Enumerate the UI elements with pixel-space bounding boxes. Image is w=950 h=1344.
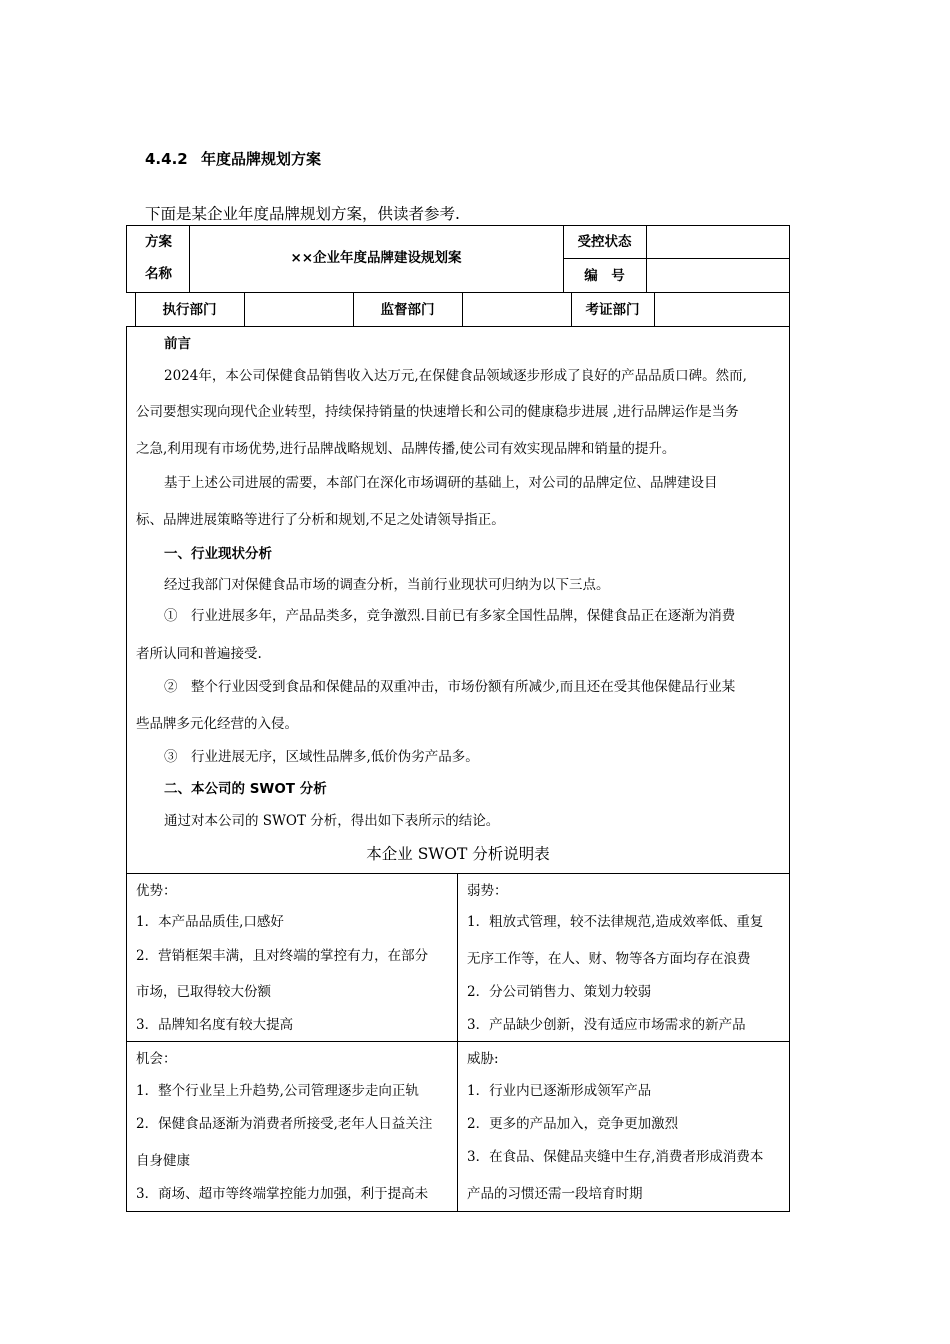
sec1-heading: 一、行业现状分析 <box>164 546 272 562</box>
preface-line: 基于上述公司进展的需要，本部门在深化市场调研的基础上，对公司的品牌定位、品牌建设目 <box>164 475 718 491</box>
supervise-dept-label: 监督部门 <box>380 302 435 318</box>
preface-line: 公司要想实现向现代企业转型，持续保持销量的快速增长和公司的健康稳步进展 ,进行品牌运作是当务 <box>136 404 739 420</box>
audit-dept-label: 考证部门 <box>585 302 640 318</box>
preface-line: 2024年，本公司保健食品销售收入达万元,在保健食品领域逐步形成了良好的产品品质口碑。然而, <box>164 368 747 384</box>
sec2-line: 通过对本公司的 SWOT 分析，得出如下表所示的结论。 <box>164 813 500 829</box>
opportunities-item: 1．整个行业呈上升趋势,公司管理逐步走向正轨 <box>136 1083 419 1099</box>
threats-item: 1．行业内已逐渐形成领军产品 <box>467 1083 652 1099</box>
strengths-title: 优势： <box>136 883 177 899</box>
sec1-line: ① 行业进展多年，产品品类多，竞争激烈.目前已有多家全国性品牌，保健食品正在逐渐为消费 <box>164 608 736 624</box>
section-title: 年度品牌规划方案 <box>201 150 322 168</box>
opportunities-item: 3．商场、超市等终端掌控能力加强，利于提高未 <box>136 1186 429 1202</box>
sec1-line: ③ 行业进展无序，区域性品牌多,低价伪劣产品多。 <box>164 749 479 765</box>
threats-item: 产品的习惯还需一段培育时期 <box>467 1186 643 1202</box>
strengths-item: 2．营销框架丰满，且对终端的掌控有力，在部分 <box>136 948 429 964</box>
preface-line: 之急,利用现有市场优势,进行品牌战略规划、品牌传播,使公司有效实现品牌和销量的提升。 <box>136 441 676 457</box>
preface-heading: 前言 <box>164 336 191 352</box>
threats-item: 3．在食品、保健品夹缝中生存,消费者形成消费本 <box>467 1149 764 1165</box>
section-number: 4.4.2 <box>145 150 188 168</box>
sec1-line: 者所认同和普遍接受. <box>136 646 262 662</box>
control-status-label: 受控状态 <box>577 234 632 250</box>
strengths-item: 市场，已取得较大份额 <box>136 984 271 1000</box>
number-label: 编 号 <box>584 268 625 284</box>
scheme-label-2: 名称 <box>145 266 172 282</box>
threats-title: 威胁: <box>467 1051 499 1067</box>
threats-item: 2．更多的产品加入，竞争更加激烈 <box>467 1116 679 1132</box>
sec1-line: ② 整个行业因受到食品和保健品的双重冲击，市场份额有所减少,而且还在受其他保健品行业某 <box>164 679 736 695</box>
scheme-name: ××企业年度品牌建设规划案 <box>290 250 462 266</box>
swot-caption: 本企业 SWOT 分析说明表 <box>366 845 550 863</box>
exec-dept-label: 执行部门 <box>162 302 217 318</box>
sec2-heading: 二、本公司的 SWOT 分析 <box>164 781 327 797</box>
intro-text: 下面是某企业年度品牌规划方案，供读者参考. <box>145 205 460 223</box>
opportunities-item: 自身健康 <box>136 1153 190 1169</box>
section-heading <box>145 148 321 169</box>
sec1-line: 些品牌多元化经营的入侵。 <box>136 716 298 732</box>
opportunities-item: 2．保健食品逐渐为消费者所接受,老年人日益关注 <box>136 1116 433 1132</box>
preface-line: 标、品牌进展策略等进行了分析和规划,不足之处请领导指正。 <box>136 512 505 528</box>
sec1-line: 经过我部门对保健食品市场的调查分析，当前行业现状可归纳为以下三点。 <box>164 577 610 593</box>
weaknesses-item: 1．粗放式管理，较不法律规范,造成效率低、重复 <box>467 914 764 930</box>
scheme-label: 方案 <box>145 234 172 250</box>
weaknesses-item: 3．产品缺少创新，没有适应市场需求的新产品 <box>467 1017 746 1033</box>
weaknesses-item: 无序工作等，在人、财、物等各方面均存在浪费 <box>467 951 751 967</box>
strengths-item: 3．品牌知名度有较大提高 <box>136 1017 294 1033</box>
strengths-item: 1．本产品品质佳,口感好 <box>136 914 284 930</box>
opportunities-title: 机会： <box>136 1051 177 1067</box>
weaknesses-title: 弱势： <box>467 883 508 899</box>
weaknesses-item: 2．分公司销售力、策划力较弱 <box>467 984 652 1000</box>
